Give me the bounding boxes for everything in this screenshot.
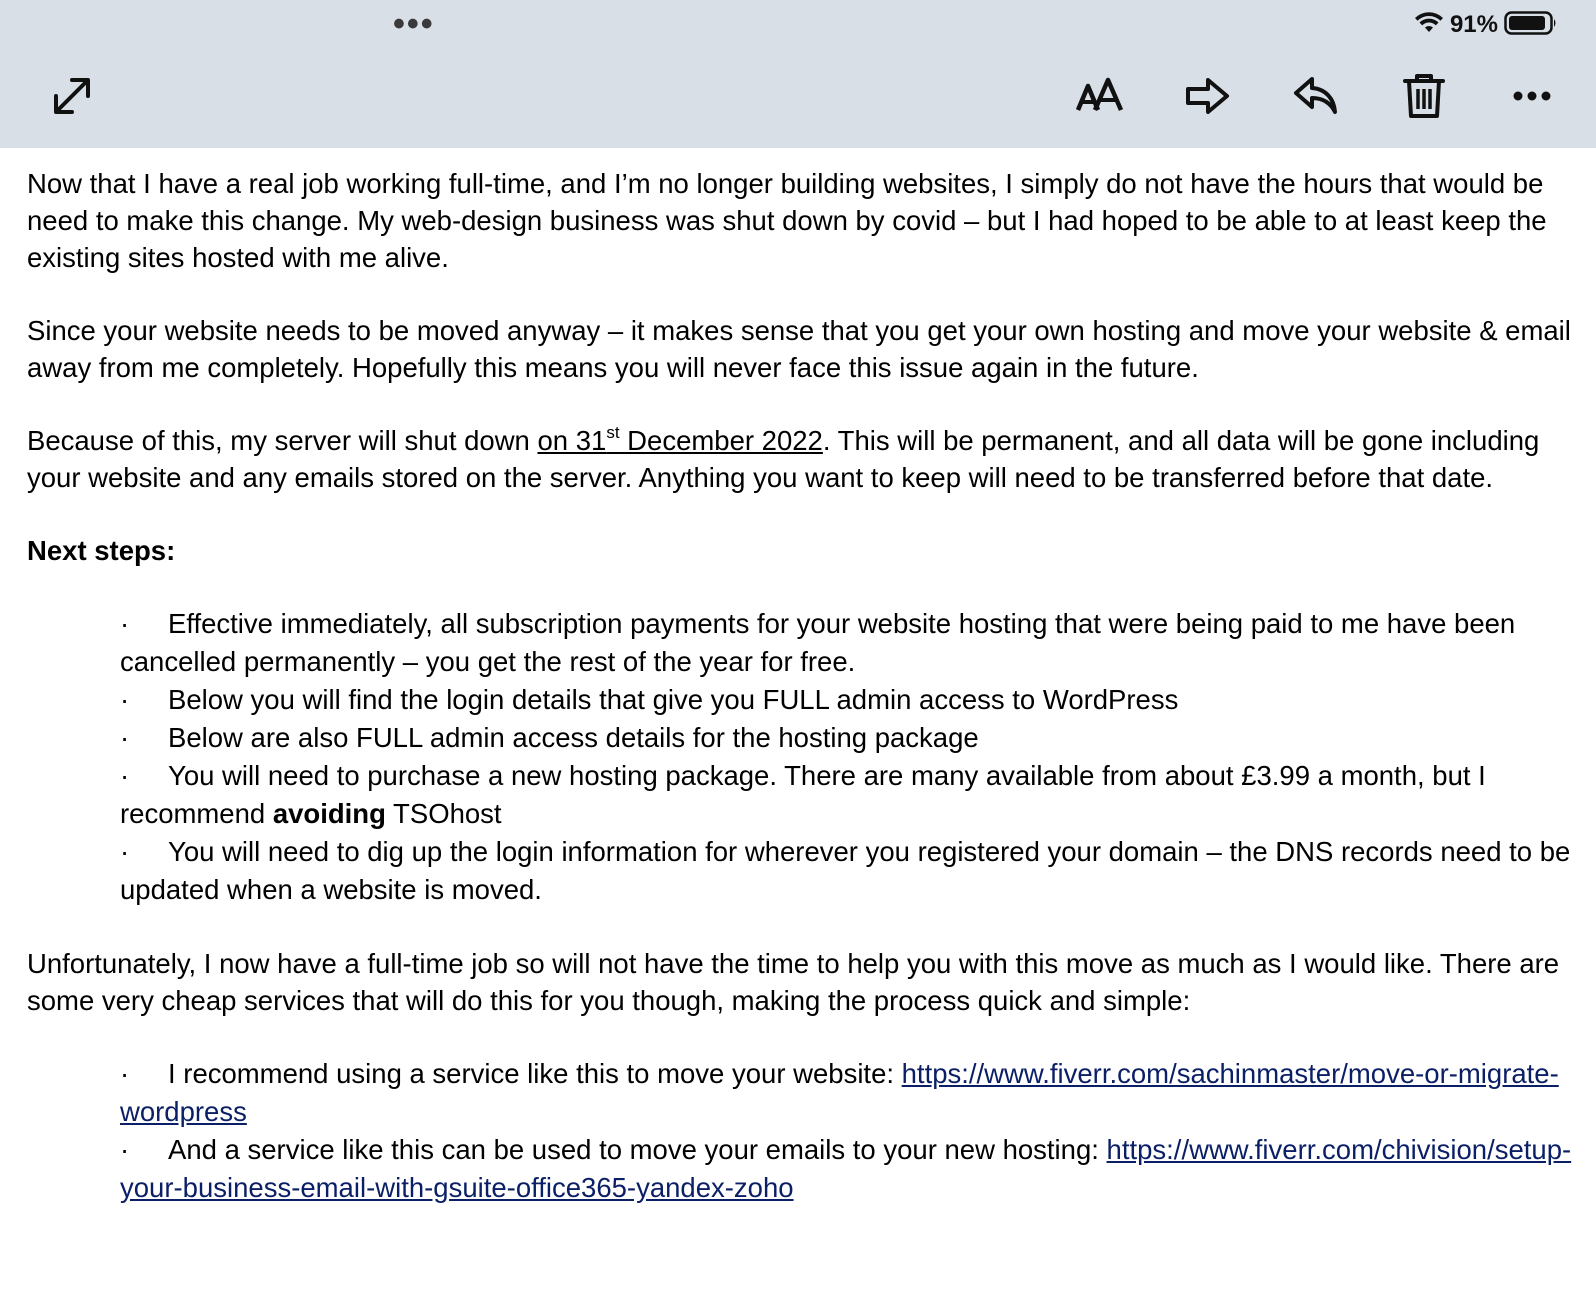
step-text: Below are also FULL admin access details for the hosting package xyxy=(168,722,979,753)
more-icon xyxy=(1512,89,1552,107)
bullet: · xyxy=(120,1058,130,1089)
text-size-icon xyxy=(1075,76,1125,121)
reply-icon xyxy=(1292,75,1340,122)
list-item xyxy=(120,681,1572,719)
list-item xyxy=(120,833,1572,909)
services-list xyxy=(120,1055,1572,1207)
bullet: · xyxy=(120,722,130,753)
step-text: You will need to dig up the login information for wherever you registered your domain – the DNS records need to be updated when a website is moved. xyxy=(120,836,1571,905)
shutdown-text-end: . This will be permanent, and all data will be gone including your website and any emails stored on the server. Anything you want to keep will need to be transferred before that date. xyxy=(27,425,1540,493)
battery-icon xyxy=(1504,10,1558,41)
bullet: · xyxy=(120,684,130,715)
expand-icon xyxy=(48,72,96,125)
shutdown-date-suffix: st xyxy=(606,423,620,442)
trash-icon xyxy=(1402,72,1446,125)
multitasking-dots[interactable]: ••• xyxy=(393,5,435,43)
step-text-end: TSOhost xyxy=(385,798,502,829)
paragraph-move-hosting: Since your website needs to be moved anyway – it makes sense that you get your own hosting and move your website & email away from me completely. Hopefully this means you will never face this issue again in the future. xyxy=(27,315,1571,383)
wifi-icon xyxy=(1414,11,1444,40)
email-body xyxy=(27,165,1572,1207)
list-item xyxy=(120,719,1572,757)
list-item xyxy=(120,605,1572,681)
shutdown-date-month-year: December 2022 xyxy=(619,425,823,456)
email-migration-link[interactable]: https://www.fiverr.com/chivision/setup-your-business-email-with-gsuite-office365-yandex-zoho xyxy=(120,1134,1572,1203)
forward-icon xyxy=(1184,76,1232,121)
shutdown-date xyxy=(537,425,822,456)
list-item xyxy=(120,1131,1572,1207)
bullet: · xyxy=(120,1134,130,1165)
website-migration-link[interactable]: https://www.fiverr.com/sachinmaster/move-or-migrate-wordpress xyxy=(120,1058,1559,1127)
next-steps-heading: Next steps: xyxy=(27,535,176,566)
step-text: Below you will find the login details that give you FULL admin access to WordPress xyxy=(168,684,1179,715)
step-emphasis: avoiding xyxy=(272,798,386,829)
expand-button[interactable] xyxy=(44,70,100,126)
paragraph-job-change: Now that I have a real job working full-time, and I’m no longer building websites, I simply do not have the hours that would be need to make this change. My web-design business was shut down by covid – but I had hoped to be able to at least keep the existing sites hosted with me alive. xyxy=(27,168,1547,273)
list-item xyxy=(120,757,1572,833)
battery-percentage: 91% xyxy=(1449,11,1498,38)
step-text: Effective immediately, all subscription payments for your website hosting that were being paid to me have been cancelled permanently – you get the rest of the year for free. xyxy=(120,608,1516,677)
bullet: · xyxy=(120,760,130,791)
step-text: You will need to purchase a new hosting package. There are many available from about £3.99 a month, but I recommend xyxy=(120,760,1486,829)
service-text: I recommend using a service like this to move your website: xyxy=(168,1058,902,1089)
bullet: · xyxy=(120,608,130,639)
service-text: And a service like this can be used to move your emails to your new hosting: xyxy=(168,1134,1107,1165)
forward-button[interactable] xyxy=(1180,70,1236,126)
trash-button[interactable] xyxy=(1396,70,1452,126)
shutdown-text-start: Because of this, my server will shut down xyxy=(27,425,538,456)
reply-button[interactable] xyxy=(1288,70,1344,126)
next-steps-list xyxy=(120,605,1572,909)
shutdown-date-day: on 31 xyxy=(537,425,607,456)
status-bar xyxy=(1414,10,1558,40)
paragraph-services: Unfortunately, I now have a full-time job so will not have the time to help you with this move as much as I would like. There are some very cheap services that will do this for you though, making the process quick and simple: xyxy=(27,948,1560,1016)
top-toolbar xyxy=(0,0,1596,148)
text-size-button[interactable] xyxy=(1072,70,1128,126)
paragraph-server-shutdown xyxy=(27,422,1572,496)
more-button[interactable] xyxy=(1504,70,1560,126)
list-item xyxy=(120,1055,1572,1131)
bullet: · xyxy=(120,836,130,867)
